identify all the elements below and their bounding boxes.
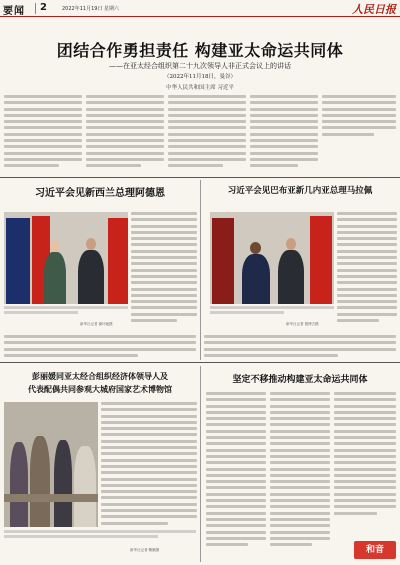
heyin-column-badge: 和音 [354, 541, 396, 559]
story-2-title: 习近平会见巴布亚新几内亚总理马拉佩 [227, 186, 373, 196]
issue-date: 2022年11月19日 星期六 [62, 6, 120, 12]
visitor-2 [30, 436, 50, 527]
lead-body-column-2 [86, 95, 164, 173]
masthead-divider [35, 3, 36, 14]
story-1-body [131, 212, 197, 332]
person-right [78, 250, 104, 304]
china-flag [310, 216, 332, 304]
story-2-caption [210, 306, 334, 318]
person-left [44, 252, 66, 304]
visitor-1 [10, 442, 28, 527]
story-2-body [337, 212, 397, 332]
story-1-credit: 新华社记者 谢环驰摄 [80, 322, 113, 326]
nz-flag [6, 218, 30, 304]
story-3-title: 彭丽媛同亚太经合组织经济体领导人及 代表配偶共同参观大城府国家艺术博物馆 [28, 372, 172, 394]
visitor-3 [54, 440, 72, 527]
display-table [4, 494, 98, 502]
person-head-right [86, 238, 96, 250]
story-4-column-2 [270, 392, 330, 558]
story-1-title: 习近平会见新西兰总理阿德恩 [35, 188, 165, 199]
newspaper-logo: 人民日报 [352, 3, 396, 16]
story-1-caption [4, 306, 128, 318]
story-2-photo [210, 212, 334, 304]
person-left [242, 254, 270, 304]
section-divider [0, 177, 400, 178]
story-3-photo [4, 402, 98, 527]
lead-headline: 团结合作勇担责任 构建亚太命运共同体 [56, 41, 344, 60]
lead-body-column-4 [250, 95, 318, 173]
section-label: 要闻 [3, 6, 25, 17]
person-head-right [286, 238, 296, 250]
column-divider [200, 180, 201, 360]
story-2-body-bottom [204, 335, 396, 359]
story-1-photo [4, 212, 128, 304]
person-head-left [250, 242, 261, 254]
lead-dateline: （2022年11月18日，曼谷） [164, 74, 236, 80]
story-4-column-1 [206, 392, 266, 558]
story-2-credit: 新华社记者 殷博古摄 [286, 322, 319, 326]
lead-byline: 中华人民共和国主席 习近平 [166, 85, 234, 91]
page-number: 2 [40, 2, 47, 13]
lead-body-column-5 [322, 95, 396, 145]
masthead [0, 0, 400, 17]
column-divider-2 [200, 366, 201, 562]
section-divider-2 [0, 362, 400, 363]
story-4-title: 坚定不移推动构建亚太命运共同体 [232, 375, 368, 385]
story-4-column-3 [334, 392, 396, 532]
lead-body-column-1 [4, 95, 82, 173]
guide [74, 446, 96, 527]
png-flag [212, 218, 234, 304]
china-flag-right [108, 218, 128, 304]
lead-body-column-3 [168, 95, 246, 173]
story-3-credit: 新华社记者 鞠鹏摄 [130, 548, 160, 552]
story-3-caption [4, 530, 196, 544]
person-right [278, 250, 304, 304]
person-head-left [50, 240, 60, 252]
story-1-body-bottom [4, 335, 196, 359]
story-3-body [101, 402, 197, 530]
lead-subtitle: ——在亚太经合组织第二十九次领导人非正式会议上的讲话 [109, 62, 291, 70]
